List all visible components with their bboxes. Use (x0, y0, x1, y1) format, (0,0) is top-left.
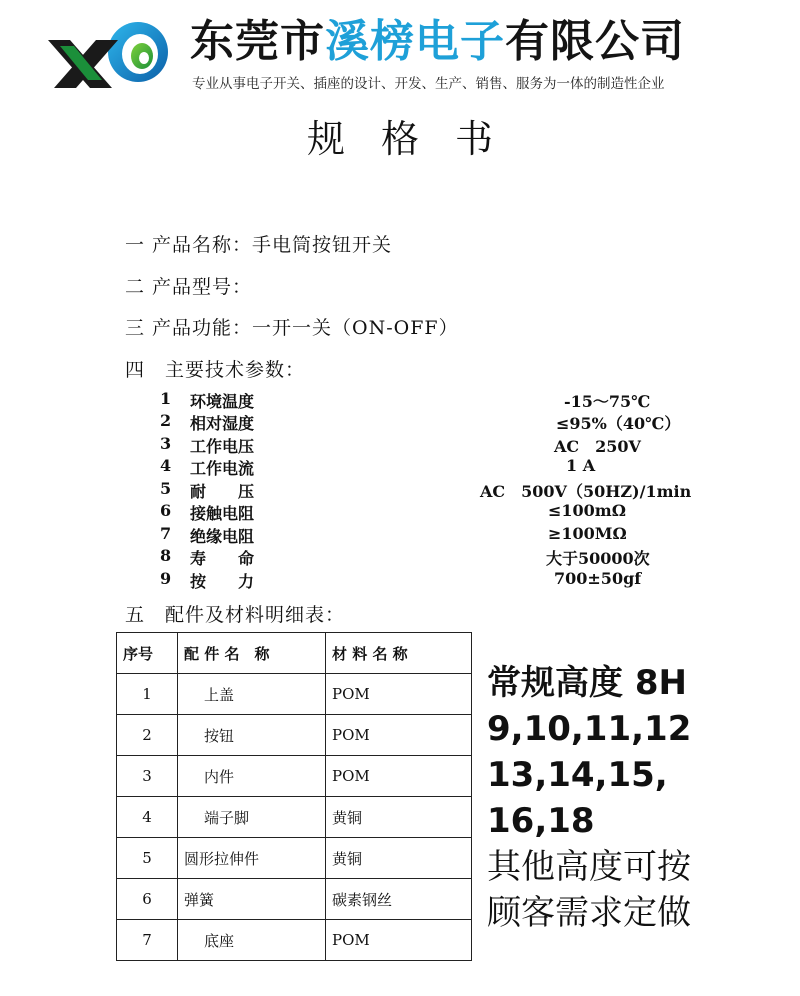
header-cell-material: 材 料 名 称 (326, 633, 472, 674)
cell-material: POM (326, 756, 472, 797)
company-name-accent: 溪榜电子 (325, 16, 505, 67)
parts-table (116, 632, 472, 961)
param-row (160, 456, 720, 478)
cell-material: POM (326, 715, 472, 756)
table-row (117, 674, 472, 715)
cell-no: 7 (117, 920, 178, 961)
param-row (160, 411, 720, 433)
param-value: AC 250V (554, 437, 641, 456)
param-value: 1 A (566, 456, 596, 475)
table-row (117, 797, 472, 838)
param-name: 绝缘电阻 (190, 527, 255, 546)
cell-no: 4 (117, 797, 178, 838)
param-number: 2 (160, 411, 172, 430)
section-product-function: 三 产品功能：一开一关（ON-OFF） (125, 317, 459, 339)
cell-part: 弹簧 (178, 879, 326, 920)
cell-material: 黄铜 (326, 838, 472, 879)
param-number: 9 (160, 569, 172, 588)
param-row (160, 434, 720, 456)
height-options-note (487, 660, 691, 936)
table-row (117, 715, 472, 756)
param-name: 寿 命 (190, 549, 255, 568)
company-name-suffix: 有限公司 (505, 16, 685, 67)
param-name: 环境温度 (190, 392, 255, 411)
param-number: 4 (160, 456, 172, 475)
company-name (190, 12, 685, 72)
param-number: 6 (160, 501, 172, 520)
cell-part: 底座 (178, 920, 326, 961)
param-value: 700±50gf (554, 569, 642, 588)
company-slogan: 专业从事电子开关、插座的设计、开发、生产、销售、服务为一体的制造性企业 (192, 76, 665, 92)
header-cell-no: 序号 (117, 633, 178, 674)
param-row (160, 501, 720, 523)
param-row (160, 479, 720, 501)
note-line: 顾客需求定做 (487, 893, 691, 933)
param-name: 工作电压 (190, 437, 255, 456)
cell-part: 端子脚 (178, 797, 326, 838)
param-value: -15～75℃ (564, 392, 651, 411)
company-logo (40, 18, 180, 92)
param-number: 3 (160, 434, 172, 453)
cell-material: POM (326, 920, 472, 961)
param-value: ≤95%（40℃） (556, 414, 681, 433)
cell-no: 3 (117, 756, 178, 797)
cell-material: POM (326, 674, 472, 715)
cell-part: 上盖 (178, 674, 326, 715)
param-row (160, 569, 720, 591)
cell-part: 圆形拉伸件 (178, 838, 326, 879)
note-line: 9,10,11,12 (487, 709, 692, 749)
document-title: 规格书 (306, 117, 529, 161)
cell-part: 内件 (178, 756, 326, 797)
param-value: AC 500V（50HZ)/1min (480, 482, 692, 501)
company-name-prefix: 东莞市 (190, 16, 325, 67)
cell-no: 6 (117, 879, 178, 920)
param-name: 相对湿度 (190, 414, 255, 433)
section-main-params: 四 主要技术参数： (125, 359, 306, 381)
param-name: 耐 压 (190, 482, 255, 501)
note-line: 16,18 (487, 801, 595, 841)
table-row (117, 756, 472, 797)
cell-no: 5 (117, 838, 178, 879)
cell-material: 碳素钢丝 (326, 879, 472, 920)
param-row (160, 524, 720, 546)
cell-no: 2 (117, 715, 178, 756)
param-name: 接触电阻 (190, 504, 255, 523)
cell-no: 1 (117, 674, 178, 715)
param-number: 1 (160, 389, 172, 408)
table-header-row (117, 633, 472, 674)
note-line: 其他高度可按 (487, 847, 691, 887)
param-row (160, 546, 720, 568)
param-value: 大于50000次 (546, 549, 650, 568)
param-number: 5 (160, 479, 172, 498)
cell-part: 按钮 (178, 715, 326, 756)
table-row (117, 920, 472, 961)
param-name: 工作电流 (190, 459, 255, 478)
section-product-name: 一 产品名称：手电筒按钮开关 (125, 234, 393, 256)
param-value: ≥100MΩ (548, 524, 627, 543)
header-cell-part: 配 件 名 称 (178, 633, 326, 674)
table-row (117, 838, 472, 879)
param-number: 7 (160, 524, 172, 543)
param-name: 按 力 (190, 572, 255, 591)
table-row (117, 879, 472, 920)
note-line: 常规高度 8H (487, 663, 687, 703)
param-value: ≤100mΩ (548, 501, 626, 520)
param-row (160, 389, 720, 411)
section-parts-list: 五 配件及材料明细表： (125, 604, 346, 626)
section-product-model: 二 产品型号： (125, 276, 253, 298)
note-line: 13,14,15, (487, 755, 668, 795)
cell-material: 黄铜 (326, 797, 472, 838)
param-number: 8 (160, 546, 172, 565)
